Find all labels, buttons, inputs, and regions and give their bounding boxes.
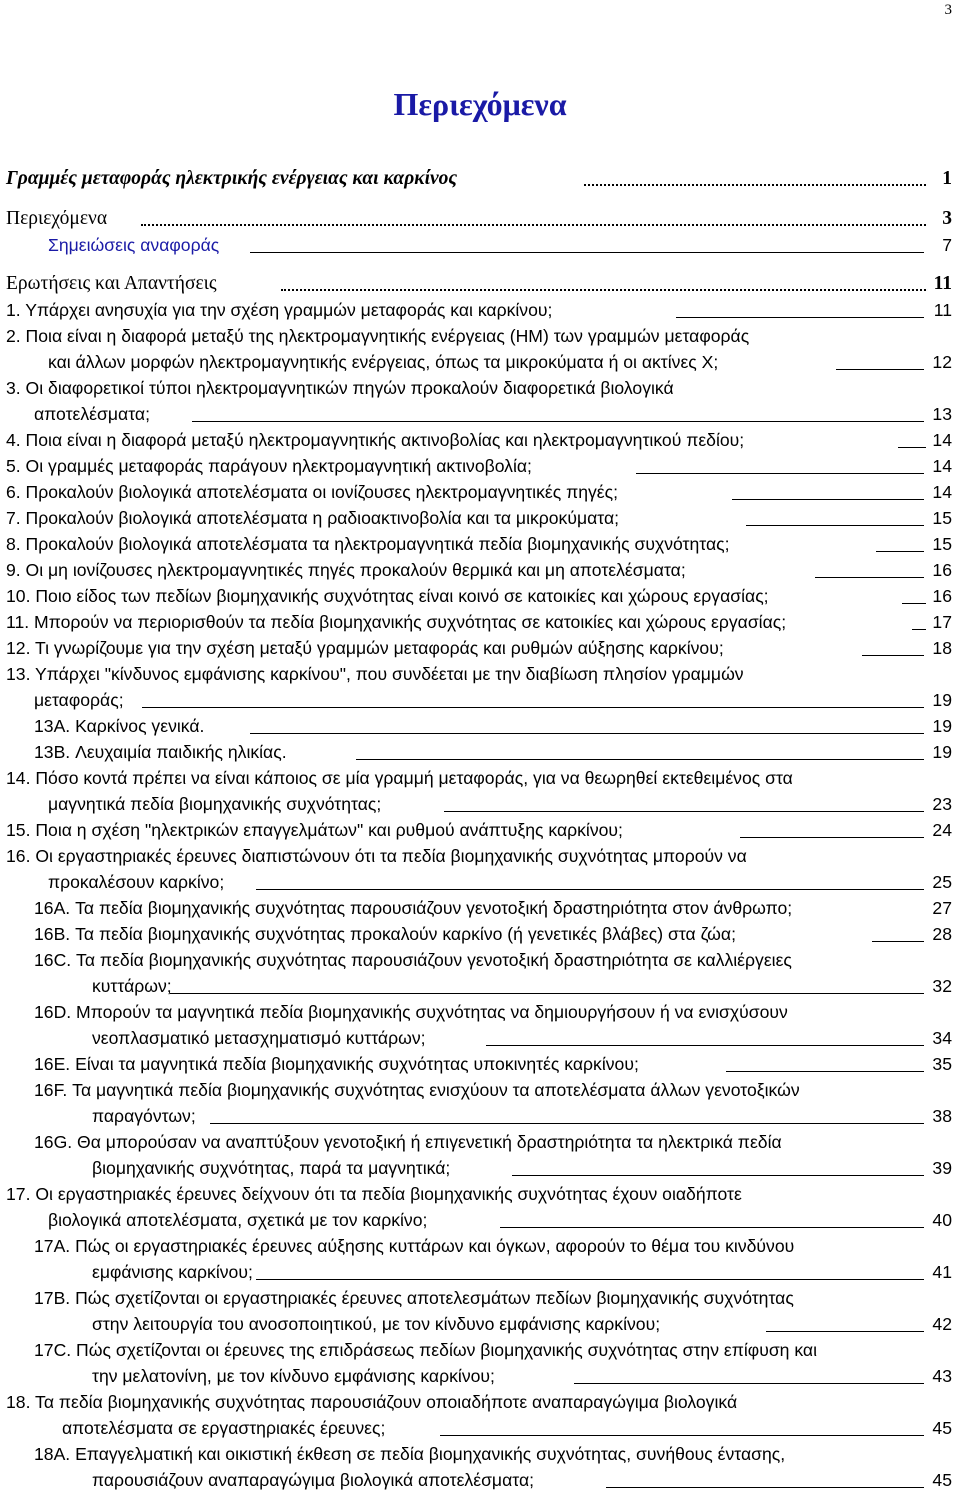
toc-entry-text: και άλλων μορφών ηλεκτρομαγνητικής ενέργειας, όπως τα μικροκύματα ή οι ακτίνες Χ; — [48, 352, 719, 372]
toc-entry[interactable] — [0, 1129, 960, 1155]
toc-entry-text: 16D. Μπορούν τα μαγνητικά πεδία βιομηχανικής συχνότητας να δημιουργήσουν ή να ενισχύσουν — [34, 1002, 788, 1022]
toc-entry[interactable] — [0, 1207, 960, 1233]
toc-entry[interactable] — [0, 999, 960, 1025]
toc-entry-page: 45 — [932, 1470, 952, 1490]
toc-entry-page: 19 — [932, 690, 952, 710]
toc-entry[interactable] — [0, 1441, 960, 1467]
toc-entry[interactable] — [0, 713, 960, 739]
toc-entry-page: 1 — [942, 168, 952, 189]
toc-entry[interactable] — [0, 453, 960, 479]
toc-entry-page: 16 — [932, 560, 952, 580]
toc-entry[interactable] — [0, 1233, 960, 1259]
toc-entry[interactable] — [0, 947, 960, 973]
toc-entry-page: 11 — [933, 300, 952, 320]
toc-entry[interactable] — [0, 427, 960, 453]
toc-entry-page: 28 — [932, 924, 952, 944]
underline-leader — [142, 707, 924, 708]
page-number: 3 — [944, 2, 952, 18]
toc-entry-page: 14 — [932, 482, 952, 502]
underline-leader — [500, 1227, 924, 1228]
toc-entry-text: 17B. Πώς σχετίζονται οι εργαστηριακές έρευνες αποτελεσμάτων πεδίων βιομηχανικής συχνότητας — [34, 1288, 794, 1308]
toc-entry[interactable] — [0, 297, 960, 323]
toc-entry-page: 35 — [932, 1054, 952, 1074]
toc-entry-page: 27 — [932, 898, 952, 918]
toc-entry-page: 16 — [932, 586, 952, 606]
toc-entry-page: 23 — [932, 794, 952, 814]
toc-entry-text: 5. Οι γραμμές μεταφοράς παράγουν ηλεκτρομαγνητική ακτινοβολία; — [6, 456, 532, 476]
underline-leader — [740, 837, 924, 838]
toc-entry-text: 18. Τα πεδία βιομηχανικής συχνότητας παρουσιάζουν οποιαδήποτε αναπαραγώγιμα βιολογικά — [6, 1392, 738, 1412]
toc-entry-text: 18A. Επαγγελματική και οικιστική έκθεση σε πεδία βιομηχανικής συχνότητας, συνήθους έντασης, — [34, 1444, 786, 1464]
toc-entry-text: 16C. Τα πεδία βιομηχανικής συχνότητας παρουσιάζουν γενοτοξική δραστηριότητα σε καλλιέργειες — [34, 950, 792, 970]
toc-entry-page: 24 — [932, 820, 952, 840]
toc-entry-text: 2. Ποια είναι η διαφορά μεταξύ της ηλεκτρομαγνητικής ενέργειας (ΗΜ) των γραμμών μεταφοράς — [6, 326, 750, 346]
toc-entry[interactable] — [0, 1337, 960, 1363]
toc-entry[interactable] — [0, 973, 960, 999]
toc-entry-text: 9. Οι μη ιονίζουσες ηλεκτρομαγνητικές πηγές προκαλούν θερμικά και μη αποτελέσματα; — [6, 560, 686, 580]
underline-leader — [440, 1435, 924, 1436]
underline-leader — [210, 1123, 924, 1124]
toc-entry-text: Γραμμές μεταφοράς ηλεκτρικής ενέργειας και καρκίνος — [6, 168, 458, 189]
toc-entry-page: 43 — [932, 1366, 952, 1386]
toc-entry-page: 42 — [932, 1314, 952, 1334]
toc-entry-text: αποτελέσματα σε εργαστηριακές έρευνες; — [62, 1418, 386, 1438]
toc-entry[interactable] — [0, 1311, 960, 1337]
toc-entry-text: την μελατονίνη, με τον κίνδυνο εμφάνισης καρκίνου; — [92, 1366, 495, 1386]
toc-entry-text: Σημειώσεις αναφοράς — [48, 235, 220, 255]
toc-entry[interactable] — [0, 401, 960, 427]
toc-entry[interactable] — [0, 1389, 960, 1415]
toc-entry-page: 17 — [932, 612, 952, 632]
underline-leader — [192, 421, 924, 422]
toc-entry-text: μεταφοράς; — [34, 690, 124, 710]
toc-entry-page: 34 — [932, 1028, 952, 1048]
underline-leader — [256, 889, 924, 890]
toc-entry-text: 16G. Θα μπορούσαν να αναπτύξουν γενοτοξική ή επιγενετική δραστηριότητα τα ηλεκτρικά πεδία — [34, 1132, 782, 1152]
toc-entry[interactable] — [0, 1103, 960, 1129]
toc-entry-page: 19 — [932, 742, 952, 762]
toc-entry-text: Περιεχόμενα — [6, 208, 108, 229]
toc-entry[interactable] — [0, 791, 960, 817]
toc-entry[interactable] — [0, 232, 960, 258]
toc-entry-text: βιομηχανικής συχνότητας, παρά τα μαγνητικά; — [92, 1158, 451, 1178]
toc-entry-page: 14 — [932, 456, 952, 476]
toc-entry-page: 45 — [932, 1418, 952, 1438]
toc-entry-text: 16B. Τα πεδία βιομηχανικής συχνότητας προκαλούν καρκίνο (ή γενετικές βλάβες) στα ζώα; — [34, 924, 736, 944]
toc-entry-page: 18 — [932, 638, 952, 658]
toc-entry-page: 32 — [932, 976, 952, 996]
dot-leader — [141, 224, 926, 226]
toc-entry-text: 14. Πόσο κοντά πρέπει να είναι κάποιος σε μία γραμμή μεταφοράς, για να θεωρηθεί εκτεθειμένος στα — [6, 768, 793, 788]
underline-leader — [444, 811, 924, 812]
toc-entry-page: 13 — [932, 404, 952, 424]
toc-entry-text: παρουσιάζουν αναπαραγώγιμα βιολογικά αποτελέσματα; — [92, 1470, 534, 1490]
underline-leader — [250, 733, 924, 734]
toc-entry-text: 15. Ποια η σχέση "ηλεκτρικών επαγγελμάτων" και ρυθμού ανάπτυξης καρκίνου; — [6, 820, 623, 840]
toc-entry[interactable] — [0, 739, 960, 765]
toc-entry[interactable] — [0, 531, 960, 557]
toc-entry-page: 38 — [932, 1106, 952, 1126]
toc-entry[interactable] — [0, 1051, 960, 1077]
toc-entry-text: 12. Τι γνωρίζουμε για την σχέση μεταξύ γραμμών μεταφοράς και ρυθμών αύξησης καρκίνου; — [6, 638, 724, 658]
toc-entry-text: 6. Προκαλούν βιολογικά αποτελέσματα οι ιονίζουσες ηλεκτρομαγνητικές πηγές; — [6, 482, 619, 502]
toc-entry-page: 15 — [932, 508, 952, 528]
toc-entry-text: εμφάνισης καρκίνου; — [92, 1262, 253, 1282]
toc-entry-text: 11. Μπορούν να περιορισθούν τα πεδία βιομηχανικής συχνότητας σε κατοικίες και χώρους εργασίας; — [6, 612, 787, 632]
toc-entry[interactable] — [0, 921, 960, 947]
toc-entry-text: 1. Υπάρχει ανησυχία για την σχέση γραμμών μεταφοράς και καρκίνου; — [6, 300, 553, 320]
toc-entry-page: 19 — [932, 716, 952, 736]
toc-entry-text: βιολογικά αποτελέσματα, σχετικά με τον καρκίνο; — [48, 1210, 428, 1230]
toc-entry[interactable] — [0, 1363, 960, 1389]
toc-entry-text: 17A. Πώς οι εργαστηριακές έρευνες αύξησης κυττάρων και όγκων, αφορούν το θέμα του κινδύνου — [34, 1236, 795, 1256]
underline-leader — [862, 655, 924, 656]
underline-leader — [676, 317, 924, 318]
toc-entry-text: 3. Οι διαφορετικοί τύποι ηλεκτρομαγνητικών πηγών προκαλούν διαφορετικά βιολογικά — [6, 378, 674, 398]
toc-entry[interactable] — [0, 505, 960, 531]
toc-entry-text: παραγόντων; — [92, 1106, 196, 1126]
toc-entry[interactable] — [0, 635, 960, 661]
toc-entry-text: νεοπλασματικό μετασχηματισμό κυττάρων; — [92, 1028, 426, 1048]
toc-entry[interactable] — [0, 1467, 960, 1493]
toc-entry[interactable] — [0, 479, 960, 505]
toc-entry[interactable] — [0, 895, 960, 921]
toc-entry-text: 17. Οι εργαστηριακές έρευνες δείχνουν ότι τα πεδία βιομηχανικής συχνότητας έχουν οιαδήποτε — [6, 1184, 742, 1204]
toc-entry[interactable] — [0, 349, 960, 375]
toc-entry-page: 25 — [932, 872, 952, 892]
toc-entry-text: 7. Προκαλούν βιολογικά αποτελέσματα η ραδιοακτινοβολία και τα μικροκύματα; — [6, 508, 620, 528]
toc-entry[interactable] — [0, 323, 960, 349]
dot-leader — [584, 184, 926, 186]
toc-entry[interactable] — [0, 1181, 960, 1207]
toc-entry-text: Ερωτήσεις και Απαντήσεις — [6, 273, 217, 294]
toc-entry[interactable] — [0, 1415, 960, 1441]
underline-leader — [898, 447, 926, 448]
underline-leader — [766, 1331, 924, 1332]
toc-entry-text: στην λειτουργία του ανοσοποιητικού, με τον κίνδυνο εμφάνισης καρκίνου; — [92, 1314, 661, 1334]
underline-leader — [512, 1175, 924, 1176]
underline-leader — [356, 759, 924, 760]
toc-entry-page: 15 — [932, 534, 952, 554]
toc-entry[interactable] — [0, 661, 960, 687]
toc-entry[interactable] — [0, 1259, 960, 1285]
toc-entry[interactable] — [0, 1077, 960, 1103]
toc-entry[interactable] — [0, 583, 960, 609]
underline-leader — [912, 629, 926, 630]
toc-entry[interactable] — [0, 1285, 960, 1311]
toc-entry-page: 11 — [933, 273, 952, 294]
underline-leader — [486, 1045, 924, 1046]
underline-leader — [872, 941, 924, 942]
toc-entry-text: 17C. Πώς σχετίζονται οι έρευνες της επιδράσεως πεδίων βιομηχανικής συχνότητας στην επίφυση και — [34, 1340, 818, 1360]
toc-entry-text: 13B. Λευχαιμία παιδικής ηλικίας. — [34, 742, 287, 762]
toc-entry-text: 16F. Τα μαγνητικά πεδία βιομηχανικής συχνότητας ενισχύουν τα αποτελέσματα άλλων γενοτοξικών — [34, 1080, 800, 1100]
toc-entry[interactable] — [0, 271, 960, 297]
toc-entry-page: 41 — [932, 1262, 952, 1282]
toc-entry[interactable] — [0, 166, 960, 192]
toc-entry[interactable] — [0, 206, 960, 232]
toc-entry-page: 7 — [942, 235, 952, 255]
toc-entry[interactable] — [0, 687, 960, 713]
underline-leader — [256, 1279, 924, 1280]
underline-leader — [876, 551, 924, 552]
toc-entry[interactable] — [0, 375, 960, 401]
underline-leader — [902, 603, 926, 604]
toc-entry-text: 8. Προκαλούν βιολογικά αποτελέσματα τα ηλεκτρομαγνητικά πεδία βιομηχανικής συχνότητας; — [6, 534, 730, 554]
underline-leader — [815, 577, 924, 578]
underline-leader — [574, 1383, 924, 1384]
toc-entry[interactable] — [0, 1025, 960, 1051]
toc-entry-text: προκαλέσουν καρκίνο; — [48, 872, 225, 892]
dot-leader — [281, 289, 926, 291]
toc-entry-text: 16. Οι εργαστηριακές έρευνες διαπιστώνουν ότι τα πεδία βιομηχανικής συχνότητας μπορούν να — [6, 846, 747, 866]
toc-entry[interactable] — [0, 817, 960, 843]
underline-leader — [170, 993, 924, 994]
toc-entry[interactable] — [0, 843, 960, 869]
toc-entry[interactable] — [0, 765, 960, 791]
toc-entry[interactable] — [0, 869, 960, 895]
underline-leader — [636, 473, 924, 474]
toc-entry[interactable] — [0, 1155, 960, 1181]
toc-entry-text: μαγνητικά πεδία βιομηχανικής συχνότητας; — [48, 794, 382, 814]
toc-entry-text: 16E. Είναι τα μαγνητικά πεδία βιομηχανικής συχνότητας υποκινητές καρκίνου; — [34, 1054, 639, 1074]
page-title: Περιεχόμενα — [393, 86, 567, 122]
underline-leader — [836, 369, 924, 370]
toc-entry-text: 16A. Τα πεδία βιομηχανικής συχνότητας παρουσιάζουν γενοτοξική δραστηριότητα στον άνθρωπο; — [34, 898, 793, 918]
underline-leader — [726, 1071, 924, 1072]
underline-leader — [746, 525, 924, 526]
underline-leader — [250, 252, 924, 253]
toc-entry-page: 40 — [932, 1210, 952, 1230]
toc-entry[interactable] — [0, 557, 960, 583]
underline-leader — [732, 499, 924, 500]
toc-entry-text: 10. Ποιο είδος των πεδίων βιομηχανικής συχνότητας είναι κοινό σε κατοικίες και χώρους εργασίας; — [6, 586, 769, 606]
toc-entry[interactable] — [0, 609, 960, 635]
underline-leader — [606, 1487, 924, 1488]
toc-entry-text: 13A. Καρκίνος γενικά. — [34, 716, 205, 736]
toc-entry-text: αποτελέσματα; — [34, 404, 150, 424]
toc-entry-page: 3 — [942, 208, 952, 229]
toc-entry-text: 13. Υπάρχει "κίνδυνος εμφάνισης καρκίνου", που συνδέεται με την διαβίωση πλησίον γραμμών — [6, 664, 744, 684]
toc-entry-text: κυττάρων; — [92, 976, 172, 996]
toc-entry-page: 14 — [932, 430, 952, 450]
toc-entry-text: 4. Ποια είναι η διαφορά μεταξύ ηλεκτρομαγνητικής ακτινοβολίας και ηλεκτρομαγνητικού πεδίου; — [6, 430, 745, 450]
toc-entry-page: 39 — [932, 1158, 952, 1178]
toc-entry-page: 12 — [932, 352, 952, 372]
